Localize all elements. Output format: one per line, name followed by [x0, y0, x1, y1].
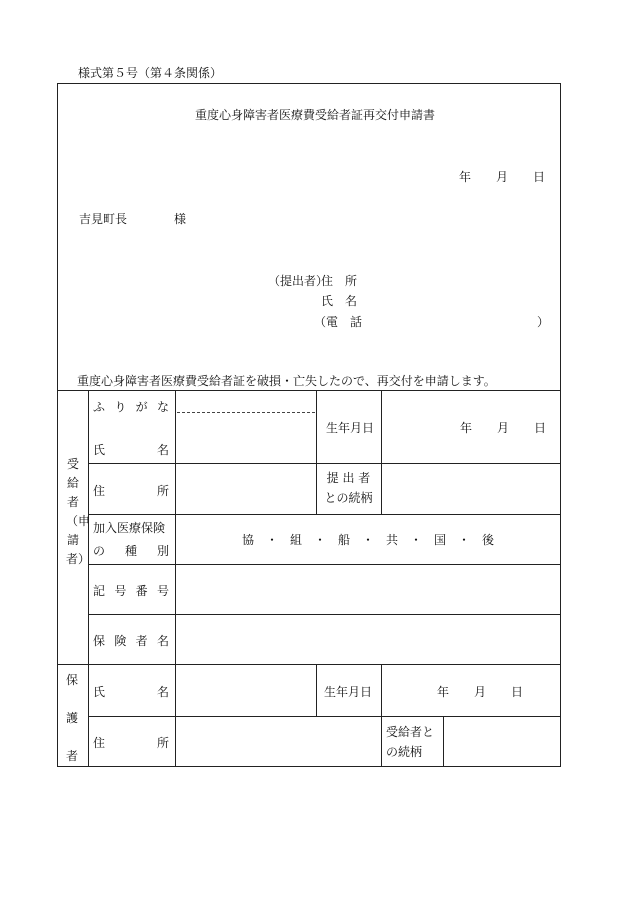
row-line-insurance: [88, 564, 561, 565]
submitter-name-label: 氏 名: [321, 294, 358, 308]
recipient-address-label: 住 所: [93, 484, 169, 498]
guardian-relation-line: [381, 716, 382, 767]
guardian-birth-day: 日: [511, 685, 524, 699]
row-line-guardian-name: [88, 716, 561, 717]
recipient-relation-line2: との続柄: [324, 491, 373, 505]
table-top-line: [57, 390, 561, 391]
recipient-right-line: [381, 390, 382, 514]
date-day-label: 日: [533, 170, 546, 184]
guardian-right-line: [381, 664, 382, 716]
guardian-relation-line2: の続柄: [386, 745, 423, 759]
recipient-birth-month: 月: [497, 421, 510, 435]
addressee-label: 吉見町長: [79, 212, 128, 226]
guardian-address-label: 住 所: [93, 736, 169, 750]
row-line-symbol: [88, 614, 561, 615]
row-line-name: [88, 463, 561, 464]
recipient-name-label: 氏 名: [93, 443, 169, 457]
honorific-label: 様: [174, 212, 187, 226]
guardian-relation-line1: 受給者と: [386, 725, 435, 739]
date-year-label: 年: [459, 170, 472, 184]
label-column-line: [175, 390, 176, 767]
row-line-section-divider: [57, 664, 561, 665]
recipient-group-label: 受給者（申請者）: [66, 457, 91, 566]
form-title: 重度心身障害者医療費受給者証再交付申請書: [194, 108, 435, 122]
insurer-name-label: 保 険 者 名: [93, 634, 169, 648]
insurance-label-line2: の 種 別: [93, 544, 169, 558]
guardian-name-label: 氏 名: [93, 685, 169, 699]
submitter-label: （提出者）: [268, 274, 329, 288]
recipient-birth-year: 年: [460, 421, 473, 435]
row-line-address: [88, 514, 561, 515]
guardian-birth-year: 年: [437, 685, 450, 699]
date-month-label: 月: [496, 170, 509, 184]
recipient-birth-label: 生年月日: [326, 421, 375, 435]
guardian-group-label-3: 者: [66, 749, 79, 763]
group-column-line: [88, 390, 89, 767]
guardian-birth-month: 月: [474, 685, 487, 699]
insurance-options: 協 ・ 組 ・ 船 ・ 共 ・ 国 ・ 後: [241, 533, 494, 547]
guardian-birth-label: 生年月日: [324, 685, 373, 699]
recipient-birth-day: 日: [534, 421, 547, 435]
submitter-phone-close: ）: [537, 315, 550, 329]
guardian-group-label-2: 護: [66, 711, 79, 725]
recipient-relation-label: [316, 468, 381, 508]
recipient-relation-line1: 提 出 者: [326, 471, 371, 485]
guardian-group-label-1: 保: [66, 673, 79, 687]
guardian-mid-line: [316, 664, 317, 716]
symbol-number-label: 記 号 番 号: [93, 584, 169, 598]
guardian-relation-label: [386, 722, 434, 762]
guardian-relation-value-line: [443, 716, 444, 767]
insurance-label-line1: 加入医療保険: [93, 521, 166, 535]
furigana-label: ふ り が な: [93, 400, 169, 414]
statement-text: 重度心身障害者医療費受給者証を破損・亡失したので、再交付を申請します。: [77, 374, 496, 388]
submitter-address-label: 住 所: [321, 274, 358, 288]
furigana-dashed-line: [177, 412, 315, 413]
submitter-phone-label: （電 話: [314, 315, 363, 329]
form-number-label: 様式第５号（第４条関係）: [78, 66, 223, 80]
